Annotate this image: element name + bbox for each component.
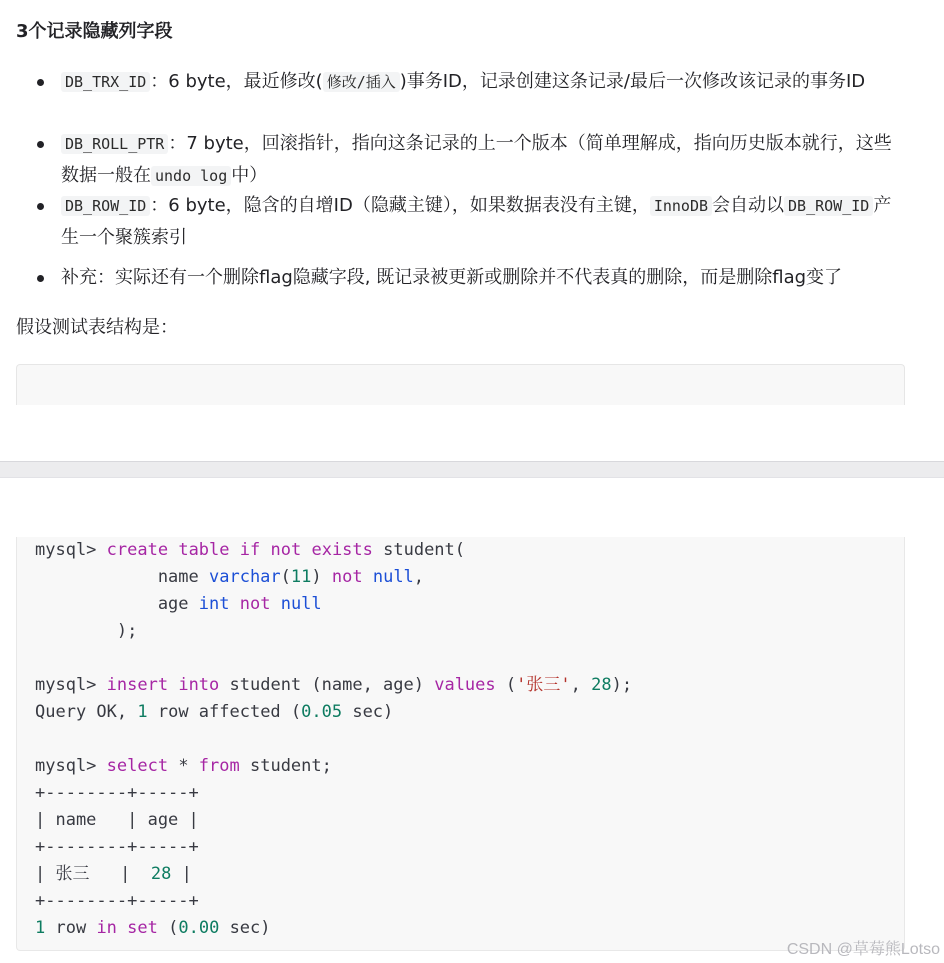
list-text: 产生一个聚簇索引 xyxy=(61,195,892,248)
list-text: 中） xyxy=(231,165,268,186)
list-text: 会自动以 xyxy=(712,195,785,216)
inline-code: DB_ROW_ID xyxy=(784,196,873,216)
code-block xyxy=(16,537,905,951)
list-text: ：6 byte，最近修改( xyxy=(150,71,323,92)
section-heading: 3个记录隐藏列字段 xyxy=(16,21,173,42)
intro-text: 假设测试表结构是： xyxy=(16,317,178,338)
inline-code: InnoDB xyxy=(650,196,712,216)
code-block-empty xyxy=(16,364,905,405)
inline-code: 修改/插入 xyxy=(323,72,400,92)
code-content: mysql> create table if not exists student( name varchar(11) not null, age int not null ); mysql> insert into student (name, age) values ('张三', 28); Query OK, 1 row affected (0.05 sec) mysql> select * from student; +--------+-----+ | name | age | +--------+-----+ | 张三 | 28 | +--------+-----+ 1 row in set (0.00 sec) xyxy=(35,540,633,938)
inline-code: undo log xyxy=(151,166,231,186)
list-text: ：7 byte，回滚指针，指向这条记录的上一个版本（简单理解成，指向历史版本就行，这些数据一般在 xyxy=(61,133,892,186)
page-divider xyxy=(0,461,944,478)
list-item xyxy=(0,66,944,128)
inline-code: DB_TRX_ID xyxy=(61,72,150,92)
list-item xyxy=(0,190,944,252)
list-item xyxy=(0,128,944,190)
inline-code: DB_ROLL_PTR xyxy=(61,134,168,154)
supplement-text: 补充：实际还有一个删除flag隐藏字段, 既记录被更新或删除并不代表真的删除，而是删除flag变了 xyxy=(61,267,843,288)
list-text: )事务ID，记录创建这条记录/最后一次修改该记录的事务ID xyxy=(399,71,866,92)
inline-code: DB_ROW_ID xyxy=(61,196,150,216)
watermark: CSDN @草莓熊Lotso xyxy=(786,941,940,958)
hidden-fields-list xyxy=(0,66,944,293)
list-item xyxy=(0,262,944,293)
list-text: ：6 byte，隐含的自增ID（隐藏主键），如果数据表没有主键， xyxy=(150,195,650,216)
